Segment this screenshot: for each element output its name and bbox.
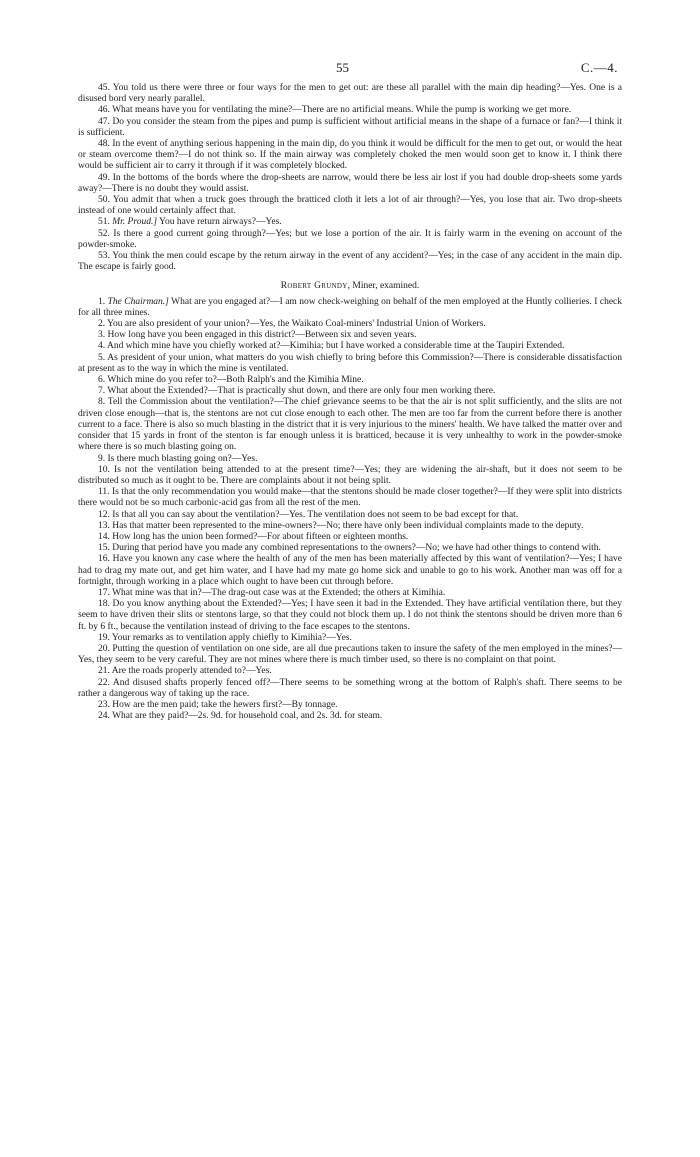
- paragraph: 48. In the event of anything serious happening in the main dip, do you think it would be difficult for the men to get out, or would the heat or steam overcome them?—I do not think so. If the main airway was completely choked the men would soon get to know it. I think there would be sufficient air to carry it through if it was completely blocked.: [78, 139, 622, 172]
- witness-description: , Miner, examined.: [347, 281, 420, 292]
- speaker-name: The Chairman.]: [107, 296, 169, 307]
- paragraph: 5. As president of your union, what matters do you wish chiefly to bring before this Commission?—There is considerable dissatisfaction at present as to the way in which the mine is ventilated.: [78, 352, 622, 374]
- paragraph: 20. Putting the question of ventilation on one side, are all due precautions taken to insure the safety of the men employed in the mines?—Yes, they seem to be very careful. They are not mines where there is much timber used, so there is no complaint on that point.: [78, 643, 622, 666]
- witness-heading: [78, 281, 622, 292]
- paragraph: 23. How are the men paid; take the hewers first?—By tonnage.: [98, 699, 338, 710]
- paragraph-text: You have return airways?—Yes.: [157, 217, 282, 228]
- speaker-name: Mr. Proud.]: [112, 217, 158, 228]
- evidence-block-3: [78, 319, 622, 722]
- paragraph: 16. Have you known any case where the health of any of the men has been materially affected by this want of ventilation?—Yes; I have had to drag my mate out, and get him water, and I have had my mate go home sick and unable to go to his work. Another man was off for a fortnight, through working in a place which ought to have been cut through before.: [78, 554, 622, 587]
- paragraph: 22. And disused shafts properly fenced off?—There seems to be something wrong at the bottom of Ralph's shaft. There seems to be rather a dangerous way of taking up the race.: [78, 677, 622, 699]
- question-number: 1.: [98, 296, 106, 307]
- paragraph: [78, 217, 622, 228]
- paragraph: 8. Tell the Commission about the ventilation?—The chief grievance seems to be that the air is not split sufficiently, and the slits are not driven close enough—that is, the stentons are not cut close enough to each other. The men are too far from the current before there is another current to a face. There is also so much blasting in the district that it is very injurious to the miners' health. We have talked the matter over and consider that 15 yards in front of the stenton is far enough unless it is bratticed, because it is very unhealthy to work in the powder-smoke where there is so much blasting going on.: [78, 397, 622, 453]
- paragraph: 46. What means have you for ventilating the mine?—There are no artificial means. While the pump is working we get more.: [98, 105, 572, 116]
- page-body: [78, 83, 622, 722]
- paragraph: 6. Which mine do you refer to?—Both Ralph's and the Kimihia Mine.: [98, 375, 364, 386]
- paragraph: [78, 297, 622, 319]
- paragraph: 9. Is there much blasting going on?—Yes.: [98, 453, 258, 464]
- paragraph: 47. Do you consider the steam from the pipes and pump is sufficient without artificial means in the shape of a furnace or fan?—I think it is sufficient.: [78, 116, 622, 138]
- paragraph: 49. In the bottoms of the bords where the drop-sheets are narrow, would there be less air lost if you had double drop-sheets some yards away?—There is no doubt they would assist.: [78, 172, 622, 194]
- paragraph: 50. You admit that when a truck goes through the bratticed cloth it lets a lot of air through?—Yes, you lose that air. Two drop-sheets instead of one would certainly affect that.: [78, 195, 622, 217]
- document-reference: C.—4.: [580, 60, 618, 75]
- paragraph: 4. And which mine have you chiefly worked at?—Kimihia; but I have worked a considerable time at the Taupiri Extended.: [98, 341, 565, 352]
- paragraph: 24. What are they paid?—2s. 9d. for household coal, and 2s. 3d. for steam.: [98, 711, 383, 722]
- page-header: [0, 60, 700, 76]
- paragraph-text: What are you engaged at?—I am now check-weighing on behalf of the men employed at the Huntly collieries. I check for all three mines.: [78, 296, 623, 318]
- paragraph: 17. What mine was that in?—The drag-out case was at the Extended; the others at Kimihia.: [98, 587, 446, 598]
- paragraph: 2. You are also president of your union?—Yes, the Waikato Coal-miners' Industrial Union of Workers.: [98, 319, 486, 330]
- paragraph: 10. Is not the ventilation being attended to at the present time?—Yes; they are widening the air-shaft, but it does not seem to be distributed so much as it ought to be. There are complaints about it not being split.: [78, 464, 622, 486]
- paragraph: 3. How long have you been engaged in this district?—Between six and seven years.: [98, 330, 417, 341]
- paragraph: 45. You told us there were three or four ways for the men to get out: are these all parallel with the main dip heading?—Yes. One is a disused bord very nearly parallel.: [78, 83, 622, 105]
- witness-name: Robert Grundy: [280, 281, 348, 292]
- evidence-block-2: [78, 229, 622, 274]
- paragraph: 52. Is there a good current going through?—Yes; but we lose a portion of the air. It is fairly warm in the evening on account of the powder-smoke.: [78, 228, 622, 250]
- paragraph: 19. Your remarks as to ventilation apply chiefly to Kimihia?—Yes.: [98, 632, 352, 643]
- paragraph: 13. Has that matter been represented to the mine-owners?—No; there have only been individual complaints made to the deputy.: [98, 520, 584, 531]
- paragraph: 11. Is that the only recommendation you would make—that the stentons should be made closer together?—If they were split into districts there would not be so much carbonic-acid gas from all the rest of the men.: [78, 487, 622, 509]
- evidence-block-1: [78, 83, 622, 217]
- paragraph: 21. Are the roads properly attended to?—Yes.: [98, 666, 272, 677]
- paragraph: 18. Do you know anything about the Extended?—Yes; I have seen it bad in the Extended. They have artificial ventilation there, but they seem to have driven their slits or stentons large, so that they could not block them up. I do not think the stentons should be driven more than 6 ft. by 6 ft., because the ventilation instead of driving to the face escapes to the stentons.: [78, 599, 622, 632]
- paragraph: 7. What about the Extended?—That is practically shut down, and there are only four men working there.: [98, 386, 496, 397]
- paragraph: 15. During that period have you made any combined representations to the owners?—No; we have had other things to contend with.: [98, 543, 601, 554]
- paragraph: 53. You think the men could escape by the return airway in the event of any accident?—Yes; in the case of any accident in the main dip. The escape is fairly good.: [78, 251, 622, 273]
- paragraph: 14. How long has the union been formed?—For about fifteen or eighteen months.: [98, 531, 409, 542]
- paragraph: 12. Is that all you can say about the ventilation?—Yes. The ventilation does not seem to be bad except for that.: [98, 509, 519, 520]
- question-number: 51.: [98, 217, 110, 228]
- page-number: 55: [336, 60, 349, 75]
